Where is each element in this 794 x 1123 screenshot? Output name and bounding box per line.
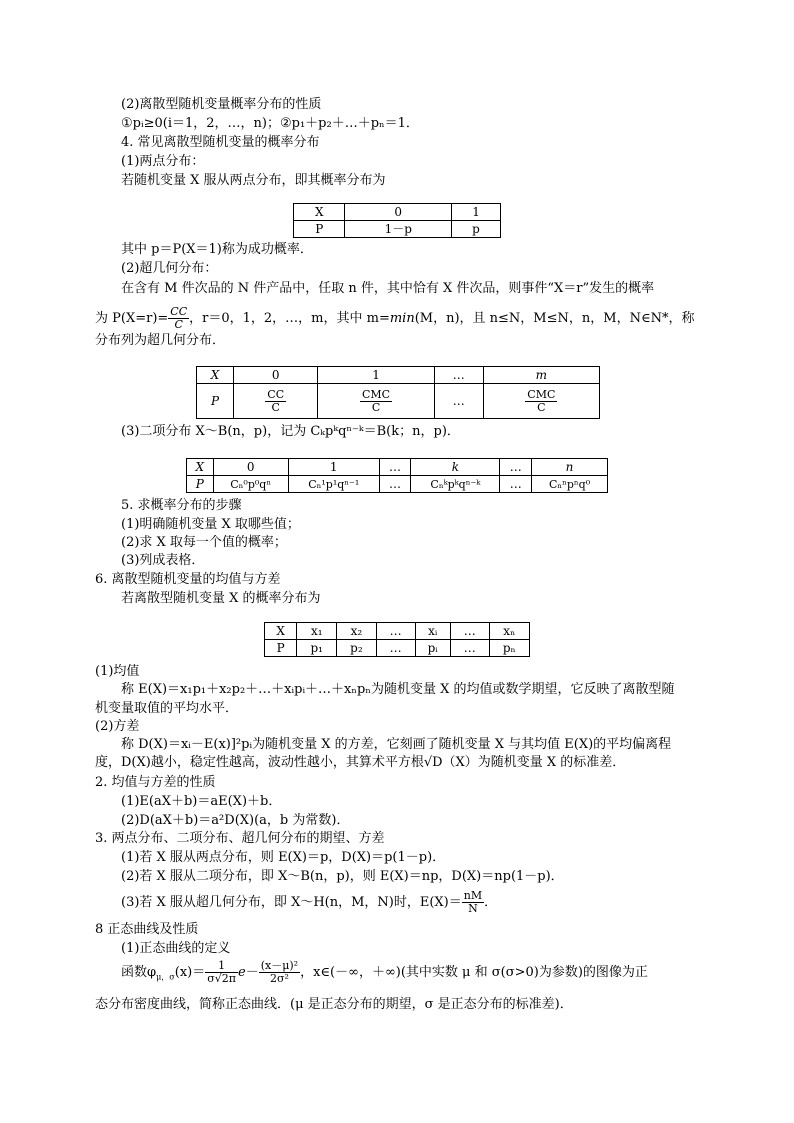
denominator: C xyxy=(537,400,546,414)
cell-text: m xyxy=(535,367,548,382)
section-heading: 5. 求概率分布的步骤 xyxy=(121,498,242,513)
section-heading: 3. 两点分布、二项分布、超几何分布的期望、方差 xyxy=(95,831,385,846)
text-line: 在含有 M 件次品的 N 件产品中，任取 n 件，其中恰有 X 件次品，则事件“X＝r”发生的概率 xyxy=(121,281,655,296)
table-cell: p₁ xyxy=(297,640,337,657)
fraction xyxy=(259,960,300,985)
fraction xyxy=(168,306,189,331)
denominator: 2σ² xyxy=(269,972,289,985)
denominator: C xyxy=(174,318,183,331)
table-cell: pᵢ xyxy=(415,640,450,657)
fraction xyxy=(360,389,392,414)
text-line: (2)求 X 取每一个值的概率； xyxy=(121,535,287,550)
text-line: 机变量取值的平均水平． xyxy=(95,701,239,716)
table-cell: Cₙⁿpⁿq⁰ xyxy=(532,476,608,493)
text-line: 称 E(X)＝x₁p₁＋x₂p₂＋…＋xᵢpᵢ＋…＋xₙpₙ为随机变量 X 的均值或数学期望，它反映了离散型随 xyxy=(121,682,675,697)
text-span: ． xyxy=(484,895,498,910)
numerator: CC xyxy=(267,387,285,401)
section-heading: 2. 均值与方差的性质 xyxy=(95,775,216,790)
denominator: C xyxy=(371,400,381,414)
cell-text: P xyxy=(210,393,220,408)
table-cell xyxy=(197,367,234,384)
text-span: ，x∈(－∞，＋∞)(其中实数 μ 和 σ(σ>0)为参数)的图像为正 xyxy=(300,965,648,980)
table-cell xyxy=(197,384,234,419)
cell-text: P xyxy=(195,476,204,491)
table-cell: x₁ xyxy=(297,623,337,640)
subscript: μ，σ xyxy=(156,972,175,982)
text-line: (1)正态曲线的定义 xyxy=(121,941,231,956)
numerator: CC xyxy=(170,305,188,318)
table-cell xyxy=(411,459,500,476)
cell-text: X xyxy=(210,367,220,382)
table-cell xyxy=(483,367,599,384)
text-span: 为 P(X=r)= xyxy=(95,311,169,326)
table-cell: Cₙ⁰p⁰qⁿ xyxy=(213,476,288,493)
text-line: 态分布密度曲线，简称正态曲线．(μ 是正态分布的期望，σ 是正态分布的标准差)． xyxy=(95,997,573,1012)
table-cell: xₙ xyxy=(489,623,529,640)
text-span: ，r＝0，1，2，…，m，其中 m= xyxy=(189,311,390,326)
fraction xyxy=(265,389,286,414)
cell-text: n xyxy=(565,459,574,474)
text-span: e xyxy=(238,965,246,980)
table-cell xyxy=(483,384,599,419)
text-line: 度，D(X)越小，稳定性越高，波动性越小，其算术平方根√D（X）为随机变量 X 的标准差． xyxy=(95,755,626,770)
text-line: 其中 p＝P(X＝1)称为成功概率． xyxy=(121,242,313,257)
text-line: 若离散型随机变量 X 的概率分布为 xyxy=(121,591,321,606)
table-cell xyxy=(187,459,214,476)
table-cell: … xyxy=(450,640,489,657)
text-line: 函数$\varphi_{\mu,\sigma}(x)=$ $\frac{1}{\sigma√2\pi}$ e－ $\frac{\text{(x－μ)²}}{\text{2σ²}}$ ，x∈(－∞，＋∞)(其中实数 μ 和 σ(σ>0)为参数)的图像为正 xyxy=(121,959,648,985)
fraction xyxy=(462,890,484,915)
table-cell xyxy=(532,459,608,476)
table-cell: 1 xyxy=(318,367,434,384)
text-span: (x)＝ xyxy=(174,965,206,980)
numerator: CMC xyxy=(527,387,556,401)
table-cell: … xyxy=(434,367,483,384)
section-heading: 4. 常见离散型随机变量的概率分布 xyxy=(121,135,320,150)
text-line: (1)均值 xyxy=(95,664,140,679)
table-cell: 1－p xyxy=(345,221,452,238)
table-cell: X xyxy=(294,204,345,221)
table-cell: … xyxy=(376,640,415,657)
binomial-table xyxy=(186,458,608,493)
text-line: (2)离散型随机变量概率分布的性质 xyxy=(121,97,322,112)
text-line xyxy=(95,306,694,331)
table-cell: … xyxy=(434,384,483,419)
table-cell: 0 xyxy=(234,367,318,384)
table-cell: 1 xyxy=(288,459,379,476)
table-cell: … xyxy=(500,476,532,493)
table-cell: … xyxy=(376,623,415,640)
text-line: (1)两点分布： xyxy=(121,154,205,169)
text-span: 函数φ xyxy=(121,965,157,980)
text-span: (M，n)，且 n≤N，M≤N，n，M，N∈N*，称 xyxy=(414,311,695,326)
text-line: 若随机变量 X 服从两点分布，即其概率分布为 xyxy=(121,173,386,188)
cell-text: k xyxy=(451,459,459,474)
table-cell: p₂ xyxy=(337,640,377,657)
cell-text: X xyxy=(195,459,205,474)
text-line: 分布列为超几何分布． xyxy=(95,333,226,348)
table-cell: x₂ xyxy=(337,623,377,640)
numerator: nM xyxy=(463,889,483,902)
text-span: min xyxy=(389,311,415,326)
text-line: ①pᵢ≥0(i＝1，2，…，n)；②p₁＋p₂＋…＋pₙ＝1． xyxy=(121,116,419,131)
table-cell: p xyxy=(452,221,501,238)
table-cell: 1 xyxy=(452,204,501,221)
table-cell: P xyxy=(294,221,345,238)
table-cell: xᵢ xyxy=(415,623,450,640)
two-point-table xyxy=(293,203,501,238)
text-line: (1)明确随机变量 X 取哪些值； xyxy=(121,517,300,532)
text-line: (3)列成表格． xyxy=(121,553,205,568)
table-cell: Cₙ¹p¹qⁿ⁻¹ xyxy=(288,476,379,493)
table-cell: … xyxy=(450,623,489,640)
table-cell xyxy=(234,384,318,419)
text-line: (2)方差 xyxy=(95,719,140,734)
table-cell: … xyxy=(379,459,411,476)
numerator: 1 xyxy=(205,960,238,973)
table-cell: P xyxy=(265,640,297,657)
table-cell xyxy=(318,384,434,419)
text-line: (1)E(aX＋b)＝aE(X)＋b． xyxy=(121,794,282,809)
denominator: σ√2π xyxy=(207,972,237,985)
table-cell: 0 xyxy=(345,204,452,221)
table-cell: … xyxy=(500,459,532,476)
section-heading: 8 正态曲线及性质 xyxy=(95,922,199,937)
fraction xyxy=(525,389,557,414)
table-cell: 0 xyxy=(213,459,288,476)
numerator: CMC xyxy=(361,387,391,401)
table-cell: pₙ xyxy=(489,640,529,657)
text-line: (2)D(aX＋b)＝a²D(X)(a，b 为常数)． xyxy=(121,813,350,828)
text-line xyxy=(121,890,497,916)
text-line: (1)若 X 服从两点分布，则 E(X)＝p，D(X)＝p(1－p)． xyxy=(121,850,446,865)
hypergeometric-table xyxy=(196,366,600,419)
text-span: (3)若 X 服从超几何分布，即 X～H(n，M，N)时，E(X)＝ xyxy=(121,895,462,910)
distribution-table xyxy=(264,622,530,657)
table-cell: Cₙᵏpᵏqⁿ⁻ᵏ xyxy=(411,476,500,493)
fraction xyxy=(205,960,238,985)
denominator: N xyxy=(468,902,478,915)
text-line: (3)二项分布 X～B(n，p)，记为 Cₖpᵏqⁿ⁻ᵏ＝B(k；n，p)． xyxy=(121,424,460,439)
table-cell xyxy=(187,476,214,493)
table-cell: X xyxy=(265,623,297,640)
numerator: (x－μ)² xyxy=(260,959,299,972)
table-cell: … xyxy=(379,476,411,493)
section-heading: 6. 离散型随机变量的均值与方差 xyxy=(95,572,281,587)
text-line: 称 D(X)＝xᵢ－E(x)]²pᵢ为随机变量 X 的方差，它刻画了随机变量 X 与其均值 E(X)的平均偏离程 xyxy=(121,737,672,752)
denominator: C xyxy=(271,400,280,414)
text-line: (2)若 X 服从二项分布，即 X～B(n，p)，则 E(X)＝np，D(X)＝np(1－p)． xyxy=(121,869,564,884)
text-line: (2)超几何分布： xyxy=(121,261,218,276)
